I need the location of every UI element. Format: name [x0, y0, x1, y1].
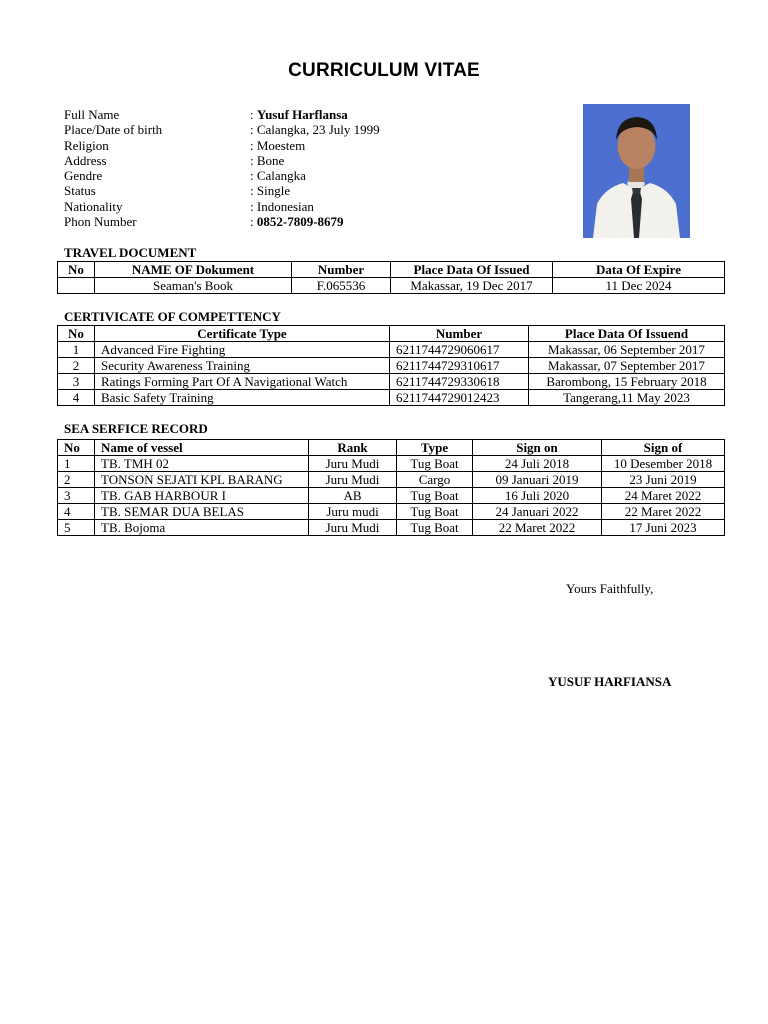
table-cell: 22 Maret 2022	[473, 520, 602, 536]
table-header: Number	[390, 326, 529, 342]
table-header: No	[58, 440, 95, 456]
info-row-phone	[64, 214, 380, 229]
table-cell: Juru Mudi	[309, 472, 397, 488]
table-row	[58, 342, 725, 358]
table-cell: 4	[58, 504, 95, 520]
table-header-row	[58, 326, 725, 342]
table-cell: TB. TMH 02	[95, 456, 309, 472]
table-cell: 23 Juni 2019	[602, 472, 725, 488]
table-row	[58, 504, 725, 520]
table-cell: Security Awareness Training	[95, 358, 390, 374]
table-row	[58, 374, 725, 390]
sea-service-title: SEA SERFICE RECORD	[64, 421, 208, 436]
table-cell: Barombong, 15 February 2018	[529, 374, 725, 390]
table-cell: Cargo	[397, 472, 473, 488]
table-cell: 2	[58, 472, 95, 488]
info-label: Status	[64, 183, 96, 199]
table-cell: Tangerang,11 May 2023	[529, 390, 725, 406]
table-cell: TB. SEMAR DUA BELAS	[95, 504, 309, 520]
table-cell: F.065536	[292, 278, 391, 294]
info-row-gender	[64, 168, 380, 183]
table-cell: Tug Boat	[397, 456, 473, 472]
table-header-row	[58, 440, 725, 456]
table-header: No	[58, 326, 95, 342]
table-header: Data Of Expire	[553, 262, 725, 278]
table-cell: Makassar, 07 September 2017	[529, 358, 725, 374]
profile-photo	[583, 104, 690, 238]
table-cell: 11 Dec 2024	[553, 278, 725, 294]
info-value: : Calangka	[250, 168, 306, 184]
document-title: CURRICULUM VITAE	[288, 60, 480, 81]
table-header: Rank	[309, 440, 397, 456]
table-cell: 17 Juni 2023	[602, 520, 725, 536]
table-cell: 1	[58, 342, 95, 358]
table-header: Place Data Of Issued	[391, 262, 553, 278]
table-cell: 24 Maret 2022	[602, 488, 725, 504]
table-cell: AB	[309, 488, 397, 504]
table-cell: Juru mudi	[309, 504, 397, 520]
table-cell: 6211744729330618	[390, 374, 529, 390]
table-cell: 4	[58, 390, 95, 406]
table-cell: 10 Desember 2018	[602, 456, 725, 472]
table-cell: Makassar, 06 September 2017	[529, 342, 725, 358]
table-cell: 3	[58, 374, 95, 390]
table-cell: 22 Maret 2022	[602, 504, 725, 520]
table-header: No	[58, 262, 95, 278]
table-cell: 1	[58, 456, 95, 472]
table-header: Sign on	[473, 440, 602, 456]
table-row	[58, 520, 725, 536]
table-cell: 16 Juli 2020	[473, 488, 602, 504]
table-cell: 6211744729012423	[390, 390, 529, 406]
info-value: : Bone	[250, 152, 285, 168]
info-value: : Calangka, 23 July 1999	[250, 122, 380, 138]
table-cell: Tug Boat	[397, 504, 473, 520]
signature-name: YUSUF HARFIANSA	[548, 674, 672, 689]
certificates-table	[57, 325, 725, 406]
info-row-address	[64, 153, 380, 168]
info-value: : Single	[250, 183, 291, 199]
info-row-religion	[64, 138, 380, 153]
table-header-row	[58, 262, 725, 278]
table-header: Number	[292, 262, 391, 278]
table-header: Sign of	[602, 440, 725, 456]
table-cell: Seaman's Book	[95, 278, 292, 294]
table-cell: Makassar, 19 Dec 2017	[391, 278, 553, 294]
info-row-status	[64, 183, 380, 198]
table-row	[58, 456, 725, 472]
table-cell	[58, 278, 95, 294]
table-header: Certificate Type	[95, 326, 390, 342]
table-row	[58, 472, 725, 488]
table-cell: Basic Safety Training	[95, 390, 390, 406]
table-row	[58, 278, 725, 294]
table-cell: Tug Boat	[397, 520, 473, 536]
table-cell: TONSON SEJATI KPL BARANG	[95, 472, 309, 488]
table-cell: Ratings Forming Part Of A Navigational Watch	[95, 374, 390, 390]
table-header: Place Data Of Issuend	[529, 326, 725, 342]
table-row	[58, 488, 725, 504]
table-header: Name of vessel	[95, 440, 309, 456]
info-row-full-name	[64, 107, 380, 122]
info-label: Gendre	[64, 168, 103, 184]
info-label: Place/Date of birth	[64, 122, 163, 138]
info-value: : Indonesian	[250, 198, 314, 214]
table-cell: Advanced Fire Fighting	[95, 342, 390, 358]
table-cell: TB. Bojoma	[95, 520, 309, 536]
table-cell: 6211744729060617	[390, 342, 529, 358]
table-cell: 3	[58, 488, 95, 504]
info-row-birth	[64, 122, 380, 137]
travel-document-table	[57, 261, 725, 294]
table-cell: Juru Mudi	[309, 456, 397, 472]
table-cell: 24 Juli 2018	[473, 456, 602, 472]
table-cell: 5	[58, 520, 95, 536]
closing-text: Yours Faithfully,	[566, 581, 654, 596]
table-header: NAME OF Dokument	[95, 262, 292, 278]
info-label: Religion	[64, 137, 109, 153]
travel-document-title: TRAVEL DOCUMENT	[64, 245, 197, 260]
sea-service-table	[57, 439, 725, 536]
table-cell: TB. GAB HARBOUR I	[95, 488, 309, 504]
table-cell: 24 Januari 2022	[473, 504, 602, 520]
info-value: : 0852-7809-8679	[250, 214, 344, 230]
table-cell: Juru Mudi	[309, 520, 397, 536]
info-label: Nationality	[64, 198, 123, 214]
person-photo-illustration	[583, 104, 690, 238]
info-label: Phon Number	[64, 214, 137, 230]
info-value: : Moestem	[250, 137, 306, 153]
info-label: Address	[64, 152, 107, 168]
table-cell: Tug Boat	[397, 488, 473, 504]
table-header: Type	[397, 440, 473, 456]
info-row-nationality	[64, 199, 380, 214]
table-cell: 2	[58, 358, 95, 374]
table-row	[58, 390, 725, 406]
info-label: Full Name	[64, 107, 120, 122]
certificates-title: CERTIVICATE OF COMPETTENCY	[64, 309, 281, 324]
table-cell: 09 Januari 2019	[473, 472, 602, 488]
info-value: : Yusuf Harflansa	[250, 107, 348, 122]
table-cell: 6211744729310617	[390, 358, 529, 374]
table-row	[58, 358, 725, 374]
personal-info	[64, 107, 380, 229]
